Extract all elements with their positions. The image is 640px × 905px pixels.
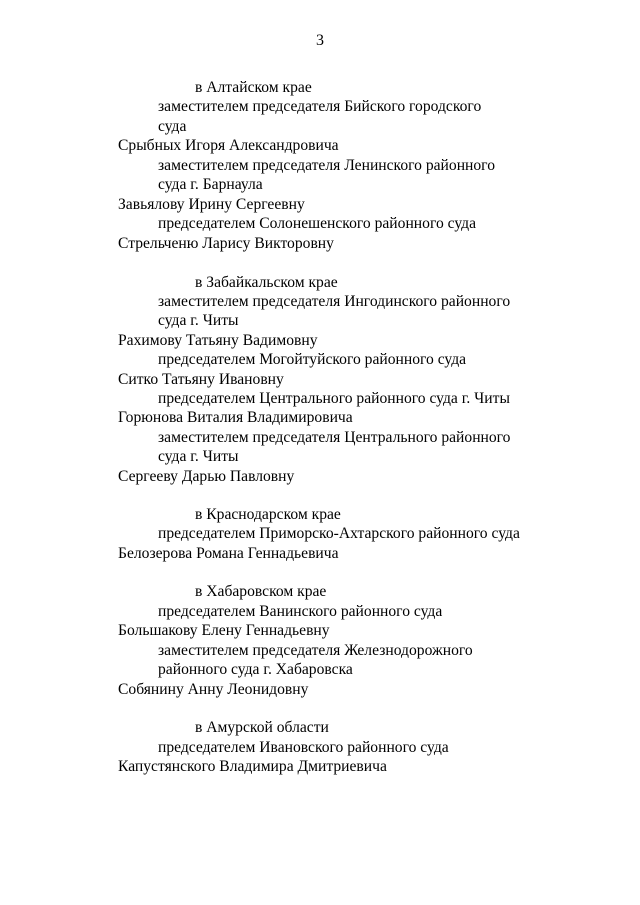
region-heading-altai: в Алтайском крае <box>195 79 312 96</box>
appointment-position: заместителем председателя Центрального районного <box>158 429 511 446</box>
region-heading-zabaikalsky: в Забайкальском крае <box>195 274 338 291</box>
appointment-position: заместителем председателя Ленинского районного <box>158 157 495 174</box>
appointment-position: председателем Солонешенского районного суда <box>158 215 477 232</box>
region-heading-amur: в Амурской области <box>195 719 329 736</box>
appointee-name: Собянину Анну Леонидовну <box>118 681 309 698</box>
appointment-position: суда г. Читы <box>158 448 239 465</box>
appointee-name: Рахимову Татьяну Вадимовну <box>118 332 318 349</box>
appointee-name: Горюнова Виталия Владимировича <box>118 409 353 426</box>
appointee-name: Капустянского Владимира Дмитриевича <box>118 758 387 775</box>
appointment-position: заместителем председателя Ингодинского районного <box>158 293 511 310</box>
appointee-name: Белозерова Романа Геннадьевича <box>118 545 339 562</box>
region-heading-krasnodar: в Краснодарском крае <box>195 506 341 523</box>
appointee-name: Большакову Елену Геннадьевну <box>118 622 330 639</box>
appointee-name: Завьялову Ирину Сергеевну <box>118 196 305 213</box>
appointment-position: председателем Центрального районного суда г. Читы <box>158 390 510 407</box>
appointee-name: Стрельченю Ларису Викторовну <box>118 235 334 252</box>
appointee-name: Срыбных Игоря Александровича <box>118 137 339 154</box>
appointment-position: председателем Ванинского районного суда <box>158 603 443 620</box>
appointment-position: председателем Ивановского районного суда <box>158 739 449 756</box>
appointment-position: заместителем председателя Бийского городского <box>158 98 482 115</box>
appointment-position: председателем Могойтуйского районного суда <box>158 351 467 368</box>
appointment-position: суда <box>158 118 187 135</box>
region-heading-khabarovsk: в Хабаровском крае <box>195 583 327 600</box>
appointee-name: Ситко Татьяну Ивановну <box>118 371 284 388</box>
page-number: 3 <box>316 32 324 49</box>
appointment-position: районного суда г. Хабаровска <box>158 661 353 678</box>
appointment-position: суда г. Читы <box>158 312 239 329</box>
appointee-name: Сергееву Дарью Павловну <box>118 468 295 485</box>
appointment-position: председателем Приморско-Ахтарского районного суда <box>158 525 520 542</box>
appointment-position: суда г. Барнаула <box>158 176 263 193</box>
appointment-position: заместителем председателя Железнодорожного <box>158 642 473 659</box>
